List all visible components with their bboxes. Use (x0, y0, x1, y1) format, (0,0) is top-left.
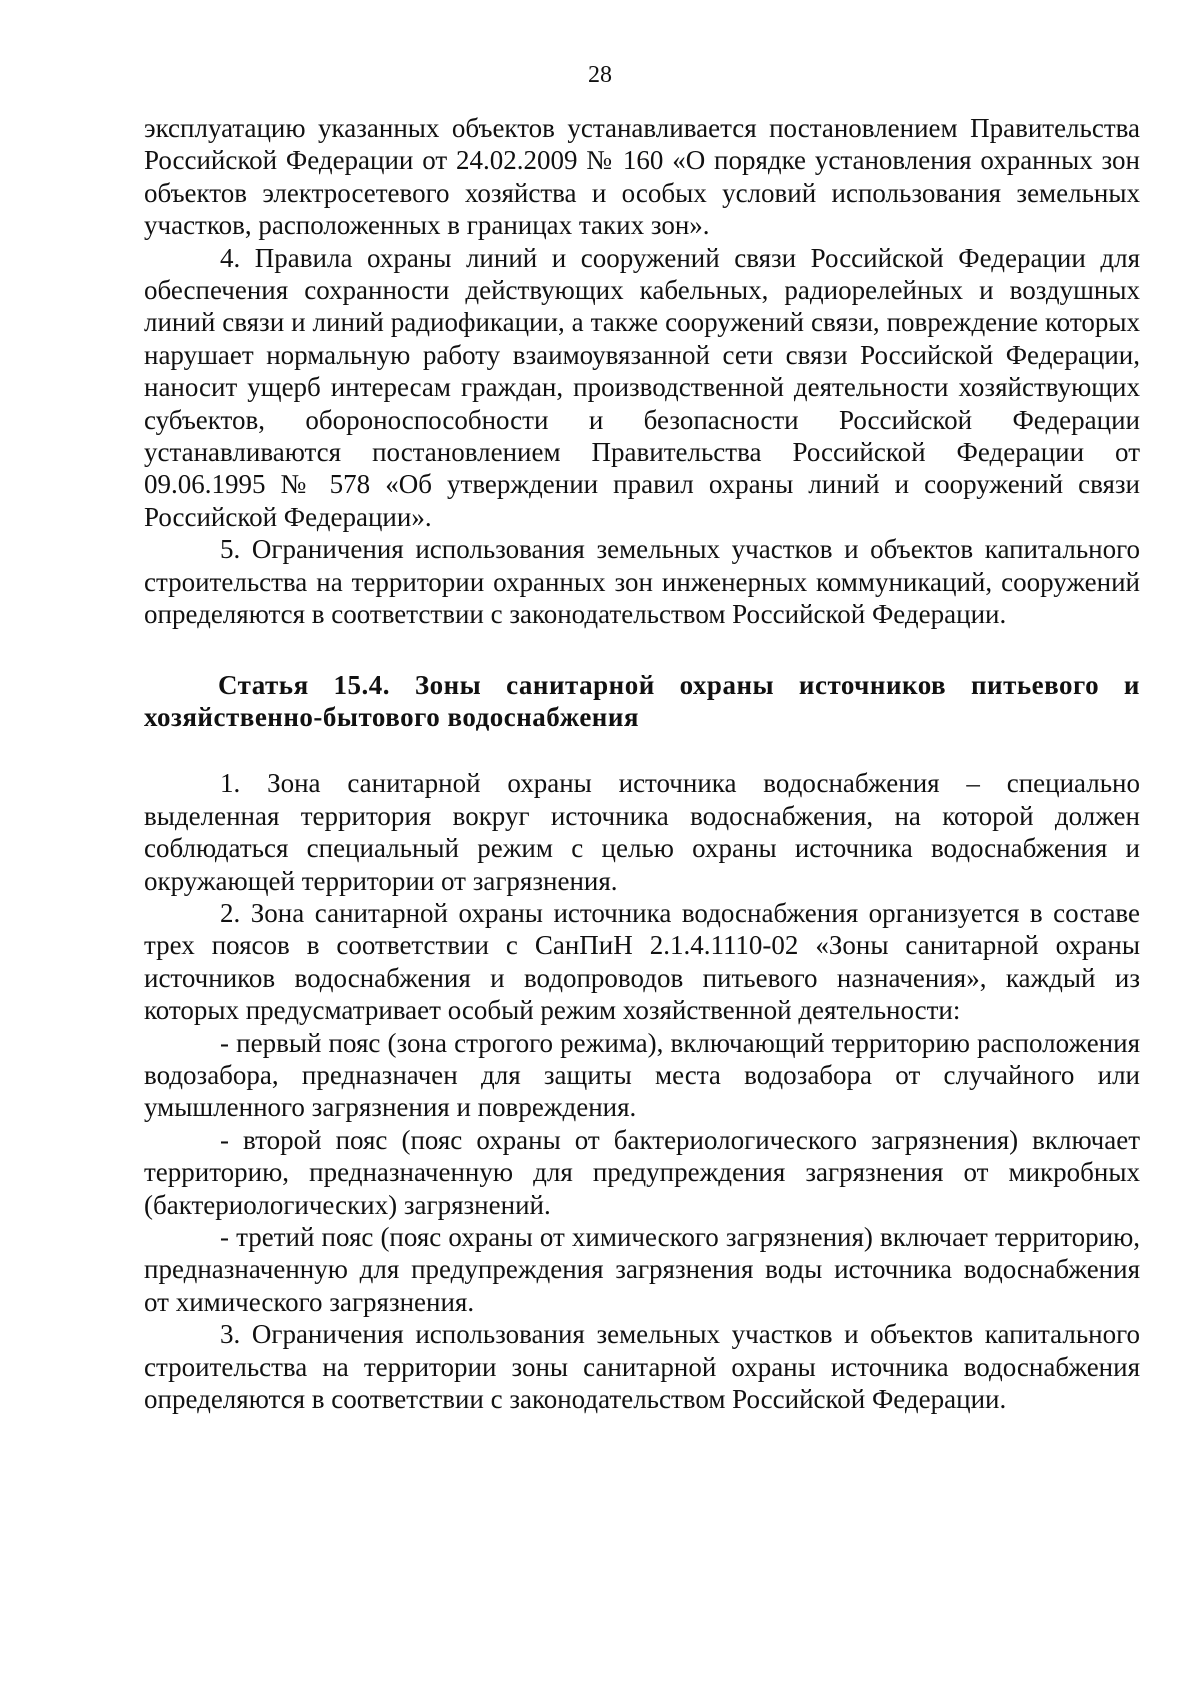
list-item-second-belt: - второй пояс (пояс охраны от бактериологического загрязнения) включает территорию, предназначенную для предупреждения загрязнения от микробных (бактериологических) загрязнений. (144, 1124, 1140, 1220)
paragraph-item-3: 3. Ограничения использования земельных участков и объектов капитального строительства на территории зоны санитарной охраны источника водоснабжения определяются в соответствии с законодательством Российской Федерации. (144, 1319, 1140, 1415)
list-item-first-belt: - первый пояс (зона строгого режима), включающий территорию расположения водозабора, предназначен для защиты места водозабора от случайного или умышленного загрязнения и повреждения. (144, 1027, 1140, 1123)
paragraph-item-1: 1. Зона санитарной охраны источника водоснабжения – специально выделенная территория вокруг источника водоснабжения, на которой должен соблюдаться специальный режим с целью охраны источника водоснабжения и окружающей территории от загрязнения. (144, 768, 1140, 896)
paragraph-item-4: 4. Правила охраны линий и сооружений связи Российской Федерации для обеспечения сохранности действующих кабельных, радиорелейных и воздушных линий связи и линий радиофикации, а также сооружений связи, повреждение которых нарушает нормальную работу взаимоувязанной сети связи Российской Федерации, наносит ущерб интересам граждан, производственной деятельности хозяйствующих субъектов, обороноспособности и безопасности Российской Федерации устанавливаются постановлением Правительства Российской Федерации от 09.06.1995 № 578 «Об утверждении правил охраны линий и сооружений связи Российской Федерации». (144, 242, 1140, 532)
paragraph-item-2: 2. Зона санитарной охраны источника водоснабжения организуется в составе трех поясов в соответствии с СанПиН 2.1.4.1110-02 «Зоны санитарной охраны источников водоснабжения и водопроводов питьевого назначения», каждый из которых предусматривает особый режим хозяйственной деятельности: (144, 897, 1140, 1026)
paragraph-item-5: 5. Ограничения использования земельных участков и объектов капитального строительства на территории охранных зон инженерных коммуникаций, сооружений определяются в соответствии с законодательством Российской Федерации. (144, 534, 1140, 630)
article-heading: Статья 15.4. Зоны санитарной охраны источников питьевого и хозяйственно-бытового водоснабжения (144, 669, 1140, 732)
page-number: 28 (588, 62, 612, 88)
list-item-third-belt: - третий пояс (пояс охраны от химического загрязнения) включает территорию, предназначенную для предупреждения загрязнения воды источника водоснабжения от химического загрязнения. (144, 1222, 1140, 1317)
page-body (144, 112, 1140, 1415)
paragraph-continuation: эксплуатацию указанных объектов устанавливается постановлением Правительства Российской Федерации от 24.02.2009 № 160 «О порядке установления охранных зон объектов электросетевого хозяйства и особых условий использования земельных участков, расположенных в границах таких зон». (144, 113, 1140, 241)
